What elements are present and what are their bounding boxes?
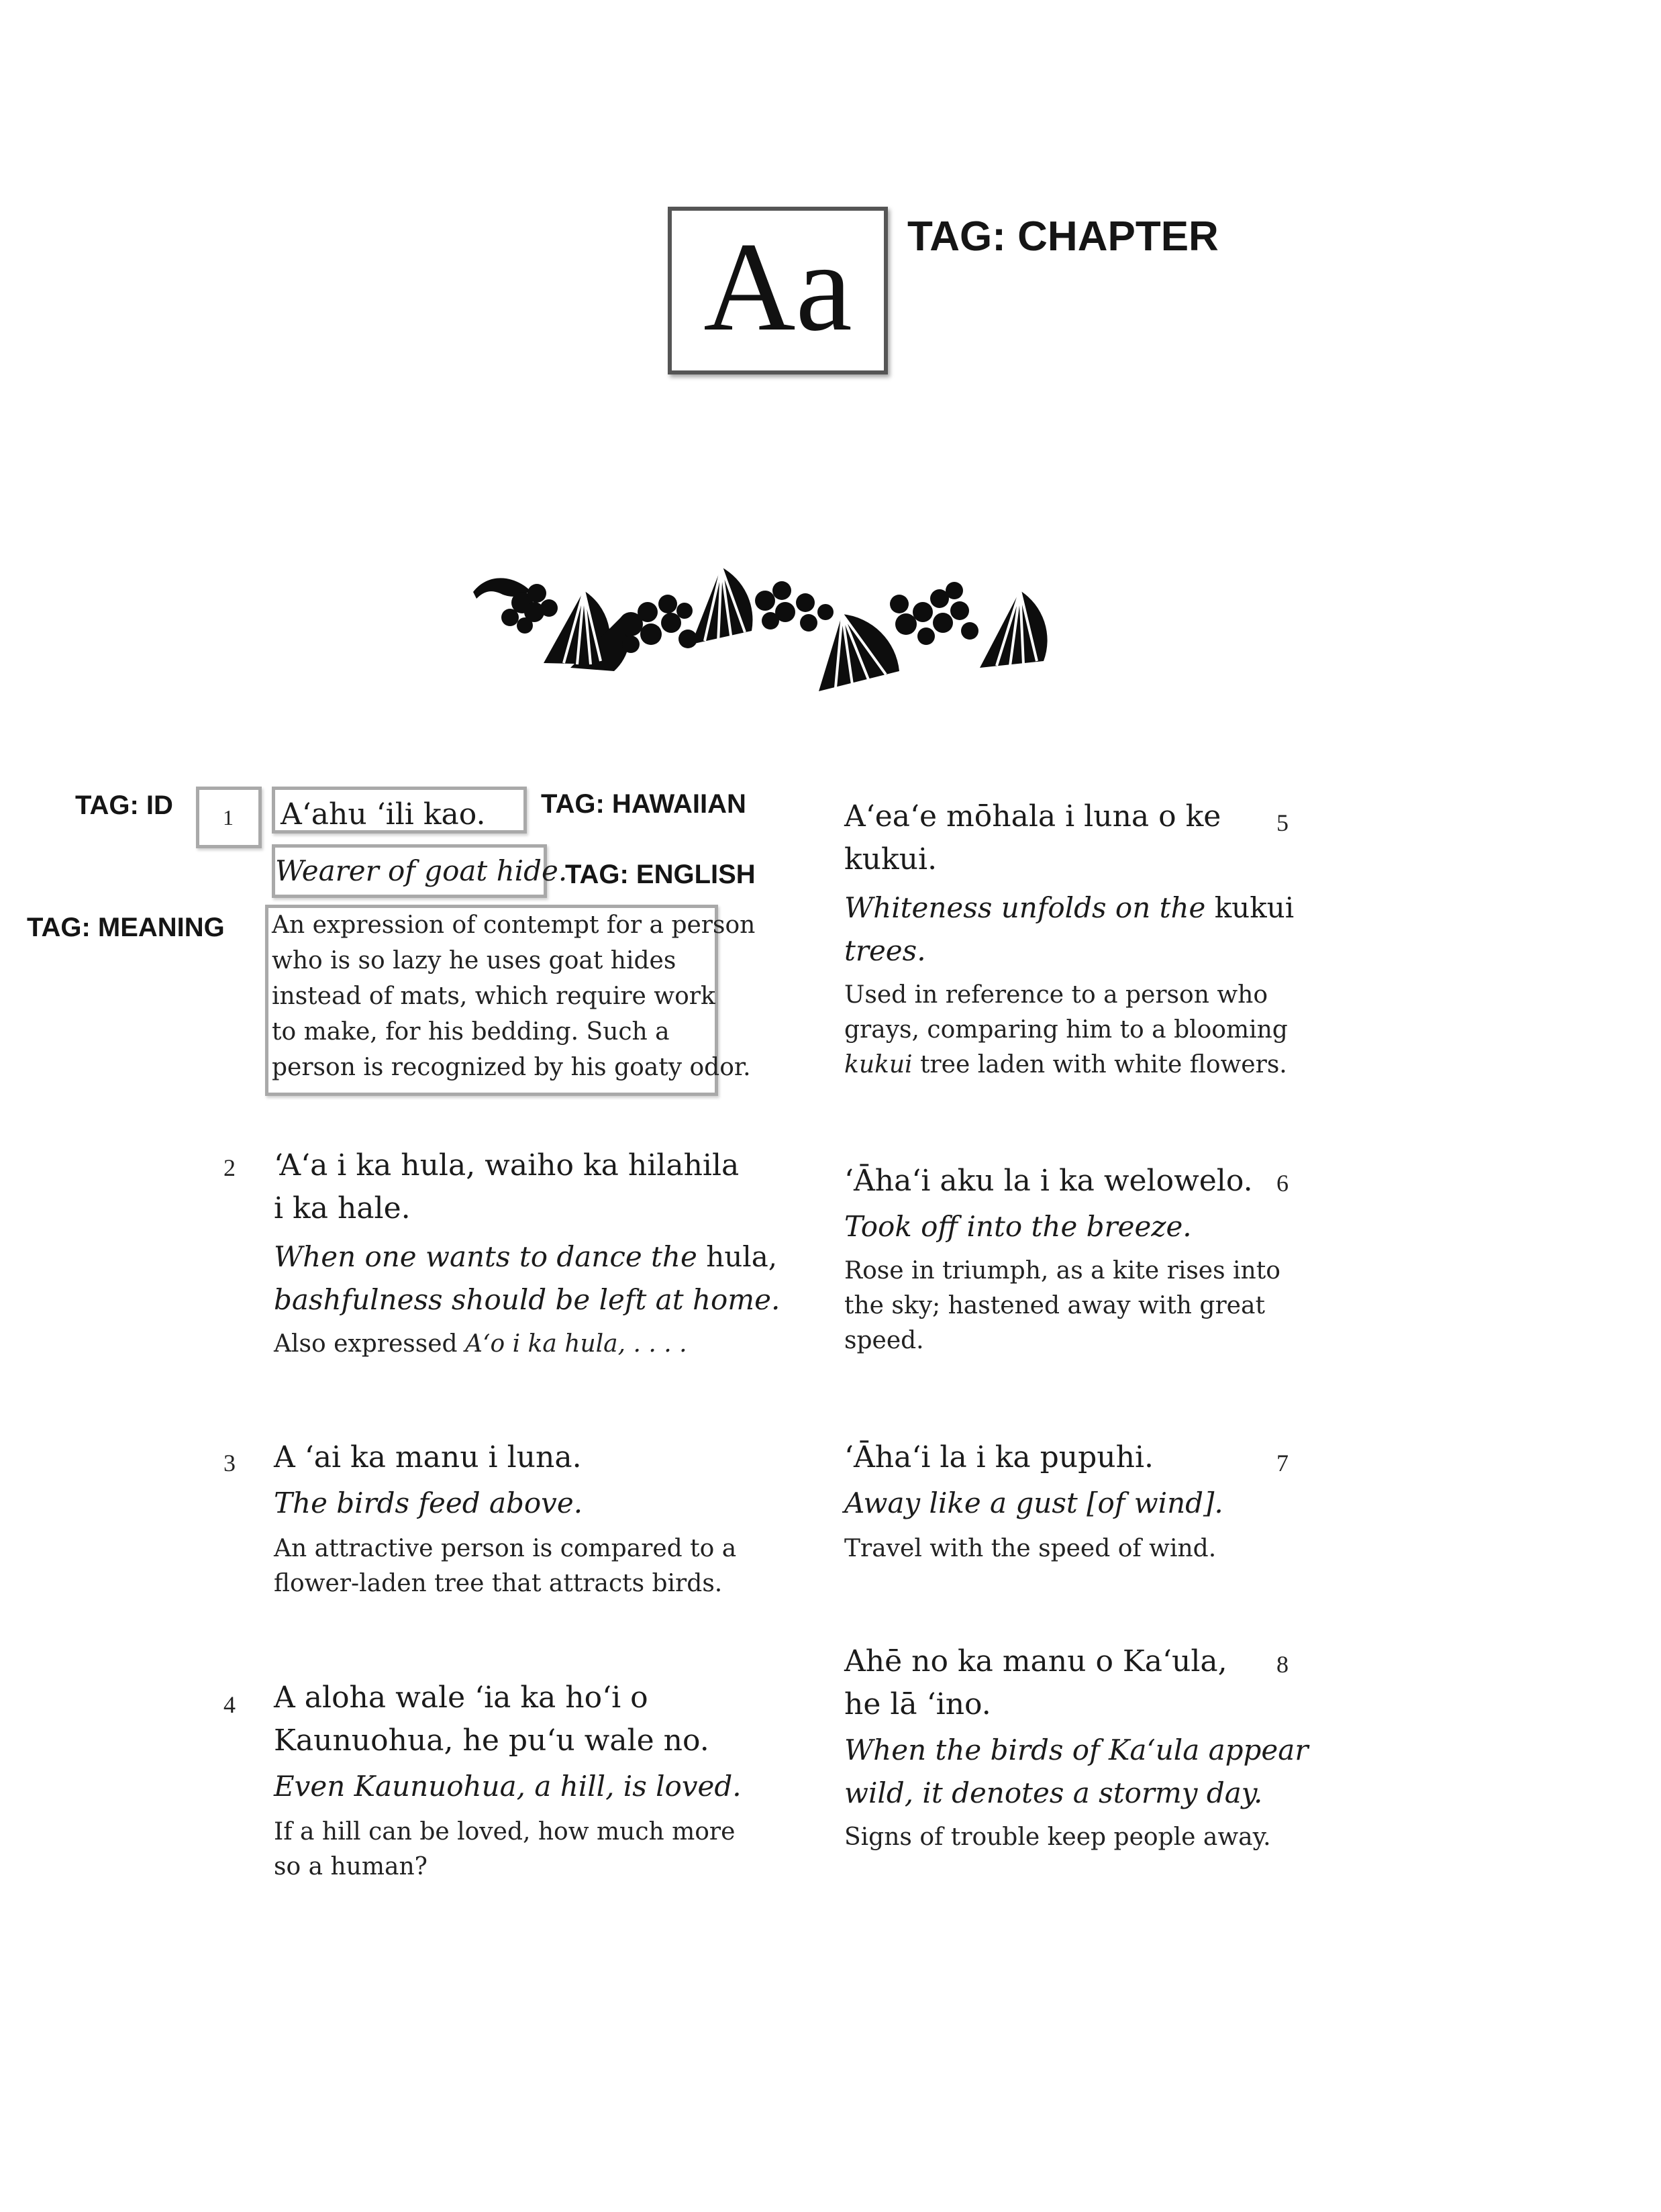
hawaiian-line: ʻAʻa i ka hula, waiho ka hilahila: [274, 1148, 740, 1183]
hawaiian-line: A aloha wale ʻia ka hoʻi o: [274, 1680, 648, 1715]
meaning-line: grays, comparing him to a blooming: [844, 1016, 1288, 1044]
english-line: Whiteness unfolds on the: [844, 891, 1206, 924]
shell-lei-ornament-icon: [470, 550, 1087, 698]
entry-6: [844, 1160, 1280, 1358]
entry-7-meaning: [844, 1531, 1223, 1566]
meaning-line: Signs of trouble keep people away.: [844, 1823, 1271, 1851]
meaning-line: flower-laden tree that attracts birds.: [274, 1570, 723, 1597]
english-line: Wearer of goat hide.: [275, 854, 568, 887]
english-line: Took off into the breeze.: [844, 1210, 1192, 1243]
tag-hawaiian-label: TAG: HAWAIIAN: [541, 789, 746, 819]
entry-8-id: 8: [1276, 1651, 1289, 1678]
hawaiian-line: Ahē no ka manu o Kaʻula,: [844, 1644, 1227, 1678]
meaning-line: the sky; hastened away with great: [844, 1292, 1265, 1319]
entry-2-meaning: [274, 1327, 780, 1362]
entry-4-id: 4: [223, 1691, 236, 1718]
entry-3-english: [274, 1482, 736, 1525]
entry-4: [274, 1676, 742, 1884]
entry-1-hawaiian: [281, 793, 485, 836]
hawaiian-line: i ka hale.: [274, 1191, 411, 1225]
entry-3: [274, 1436, 736, 1601]
chapter-letters: Aa: [703, 217, 852, 358]
entry-8-hawaiian: [844, 1640, 1308, 1726]
entry-1-meaning: [272, 907, 755, 1085]
english-line: bashfulness should be left at home.: [274, 1283, 781, 1316]
meaning-line: Rose in triumph, as a kite rises into: [844, 1257, 1280, 1285]
meaning-italic-text: Aʻo i ka hula, . . . .: [465, 1330, 687, 1358]
entry-7-english: [844, 1482, 1223, 1525]
english-line: trees.: [844, 934, 926, 967]
english-line: Away like a gust [of wind].: [844, 1487, 1223, 1519]
entry-6-hawaiian: [844, 1160, 1280, 1203]
entry-2-hawaiian: [274, 1144, 780, 1230]
meaning-line: so a human?: [274, 1853, 427, 1880]
hawaiian-line: he lā ʻino.: [844, 1687, 991, 1721]
english-line: wild, it denotes a stormy day.: [844, 1776, 1263, 1809]
entry-2-english: [274, 1236, 780, 1321]
hawaiian-line: Kaunuohua, he puʻu wale no.: [274, 1723, 709, 1758]
meaning-text: Also expressed: [274, 1330, 458, 1358]
entry-5-meaning: [844, 978, 1294, 1083]
entry-5: [844, 795, 1294, 1083]
meaning-line: If a hill can be loved, how much more: [274, 1818, 736, 1846]
tag-english-label: TAG: ENGLISH: [565, 860, 756, 889]
entry-8-english: [844, 1729, 1308, 1815]
entry-6-meaning: [844, 1254, 1280, 1358]
entry-7: [844, 1436, 1223, 1566]
entry-4-hawaiian: [274, 1676, 742, 1762]
entry-7-hawaiian: [844, 1436, 1223, 1479]
entry-3-id: 3: [223, 1450, 236, 1476]
entry-5-hawaiian: [844, 795, 1294, 881]
english-roman-word: kukui: [1214, 891, 1295, 924]
hawaiian-line: Aʻeaʻe mōhala i luna o ke: [844, 799, 1221, 834]
meaning-line: Used in reference to a person who: [844, 981, 1268, 1009]
entry-2-id: 2: [223, 1154, 236, 1181]
meaning-line: An expression of contempt for a person: [272, 911, 756, 939]
entry-3-hawaiian: [274, 1436, 736, 1479]
entry-7-id: 7: [1276, 1450, 1289, 1476]
english-line: The birds feed above.: [274, 1487, 583, 1519]
hawaiian-line: ʻĀhaʻi aku la i ka welowelo.: [844, 1164, 1253, 1198]
entry-3-meaning: [274, 1531, 736, 1601]
entry-8-meaning: [844, 1820, 1308, 1855]
meaning-line: Travel with the speed of wind.: [844, 1535, 1217, 1562]
entry-1-english: [275, 850, 567, 893]
meaning-line: speed.: [844, 1327, 924, 1354]
english-roman-word: hula,: [706, 1240, 778, 1273]
hawaiian-line: A ʻai ka manu i luna.: [274, 1440, 582, 1474]
meaning-line: to make, for his bedding. Such a: [272, 1018, 670, 1046]
meaning-line: instead of mats, which require work: [272, 983, 715, 1010]
entry-2: [274, 1144, 780, 1362]
chapter-letter-box: [668, 207, 888, 374]
entry-5-english: [844, 887, 1294, 972]
entry-8: [844, 1640, 1308, 1855]
tag-meaning-label: TAG: MEANING: [27, 913, 225, 942]
entry-6-id: 6: [1276, 1170, 1289, 1197]
tag-chapter-label: TAG: CHAPTER: [907, 213, 1219, 260]
meaning-line: who is so lazy he uses goat hides: [272, 947, 676, 974]
meaning-line: An attractive person is compared to a: [274, 1535, 737, 1562]
english-line: When the birds of Kaʻula appear: [844, 1733, 1309, 1766]
entry-5-id: 5: [1276, 809, 1289, 836]
entry-6-english: [844, 1205, 1280, 1248]
entry-1-id: 1: [223, 805, 234, 830]
hawaiian-line: kukui.: [844, 842, 938, 876]
meaning-italic-text: kukui: [844, 1051, 913, 1078]
meaning-line: person is recognized by his goaty odor.: [272, 1054, 751, 1081]
english-line: When one wants to dance the: [274, 1240, 697, 1273]
hawaiian-line: Aʻahu ʻili kao.: [281, 797, 486, 832]
hawaiian-line: ʻĀhaʻi la i ka pupuhi.: [844, 1440, 1154, 1474]
entry-4-meaning: [274, 1815, 742, 1884]
entry-4-english: [274, 1765, 742, 1808]
meaning-text: tree laden with white flowers.: [919, 1051, 1287, 1078]
tag-id-label: TAG: ID: [75, 791, 173, 820]
english-line: Even Kaunuohua, a hill, is loved.: [274, 1770, 742, 1803]
